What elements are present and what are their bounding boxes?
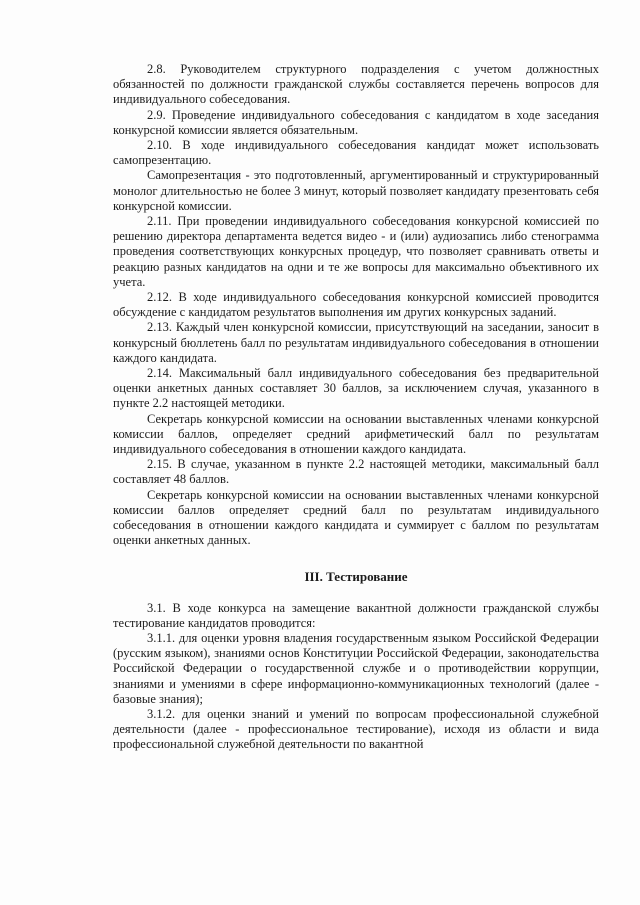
paragraph-2-8: 2.8. Руководителем структурного подразделения с учетом должностных обязанностей по должности гражданской службы составляется перечень вопросов для индивидуального собеседования. <box>113 62 599 107</box>
paragraph-2-9: 2.9. Проведение индивидуального собеседования с кандидатом в ходе заседания конкурсной комиссии является обязательным. <box>113 107 599 137</box>
paragraph-2-10: 2.10. В ходе индивидуального собеседования кандидат может использовать самопрезентацию. <box>113 138 599 168</box>
paragraph-self-presentation: Самопрезентация - это подготовленный, аргументированный и структурированный монолог длительностью не более 3 минут, который позволяет кандидату презентовать себя конкурсной комиссии. <box>113 168 599 213</box>
paragraph-2-12: 2.12. В ходе индивидуального собеседования конкурсной комиссией проводится обсуждение с кандидатом результатов выполнения им других конкурсных заданий. <box>113 290 599 320</box>
paragraph-secretary-sum: Секретарь конкурсной комиссии на основании выставленных членами конкурсной комиссии баллов определяет средний балл по результатам индивидуального собеседования в отношении каждого кандидата и суммирует с баллом по результатам оценки анкетных данных. <box>113 487 599 548</box>
paragraph-secretary-average: Секретарь конкурсной комиссии на основании выставленных членами конкурсной комиссии баллов, определяет средний арифметический балл по результатам индивидуального собеседования в отношении каждого кандидата. <box>113 411 599 457</box>
paragraph-3-1: 3.1. В ходе конкурса на замещение вакантной должности гражданской службы тестирование кандидатов проводится: <box>113 600 599 630</box>
paragraph-3-1-2: 3.1.2. для оценки знаний и умений по вопросам профессиональной служебной деятельности (далее - профессиональное тестирование), исходя из области и вида профессиональной служебной деятельности по вакантной <box>113 706 599 752</box>
paragraph-2-11: 2.11. При проведении индивидуального собеседования конкурсной комиссией по решению директора департамента ведется видео - и (или) аудиозапись либо стенограмма проведения соответствующих конкурсных процедур, что позволяет сравнивать ответы и реакцию разных кандидатов на одни и те же вопросы для максимально объективного их учета. <box>113 214 599 289</box>
section-heading: III. Тестирование <box>304 568 408 584</box>
document-body <box>113 62 599 753</box>
paragraph-2-14: 2.14. Максимальный балл индивидуального собеседования без предварительной оценки анкетных данных составляет 30 баллов, за исключением случая, указанного в пункте 2.2 настоящей методики. <box>113 366 599 411</box>
paragraph-3-1-1: 3.1.1. для оценки уровня владения государственным языком Российской Федерации (русским языком), знаниями основ Конституции Российской Федерации, законодательства Российской Федерации о государственной службе и о противодействии коррупции, знаниями и умениями в сфере информационно-коммуникационных технологий (далее - базовые знания); <box>113 630 599 706</box>
paragraph-2-13: 2.13. Каждый член конкурсной комиссии, присутствующий на заседании, заносит в конкурсный бюллетень балл по результатам индивидуального собеседования в отношении каждого кандидата. <box>113 320 599 365</box>
paragraph-2-15: 2.15. В случае, указанном в пункте 2.2 настоящей методики, максимальный балл составляет 48 баллов. <box>113 457 599 487</box>
